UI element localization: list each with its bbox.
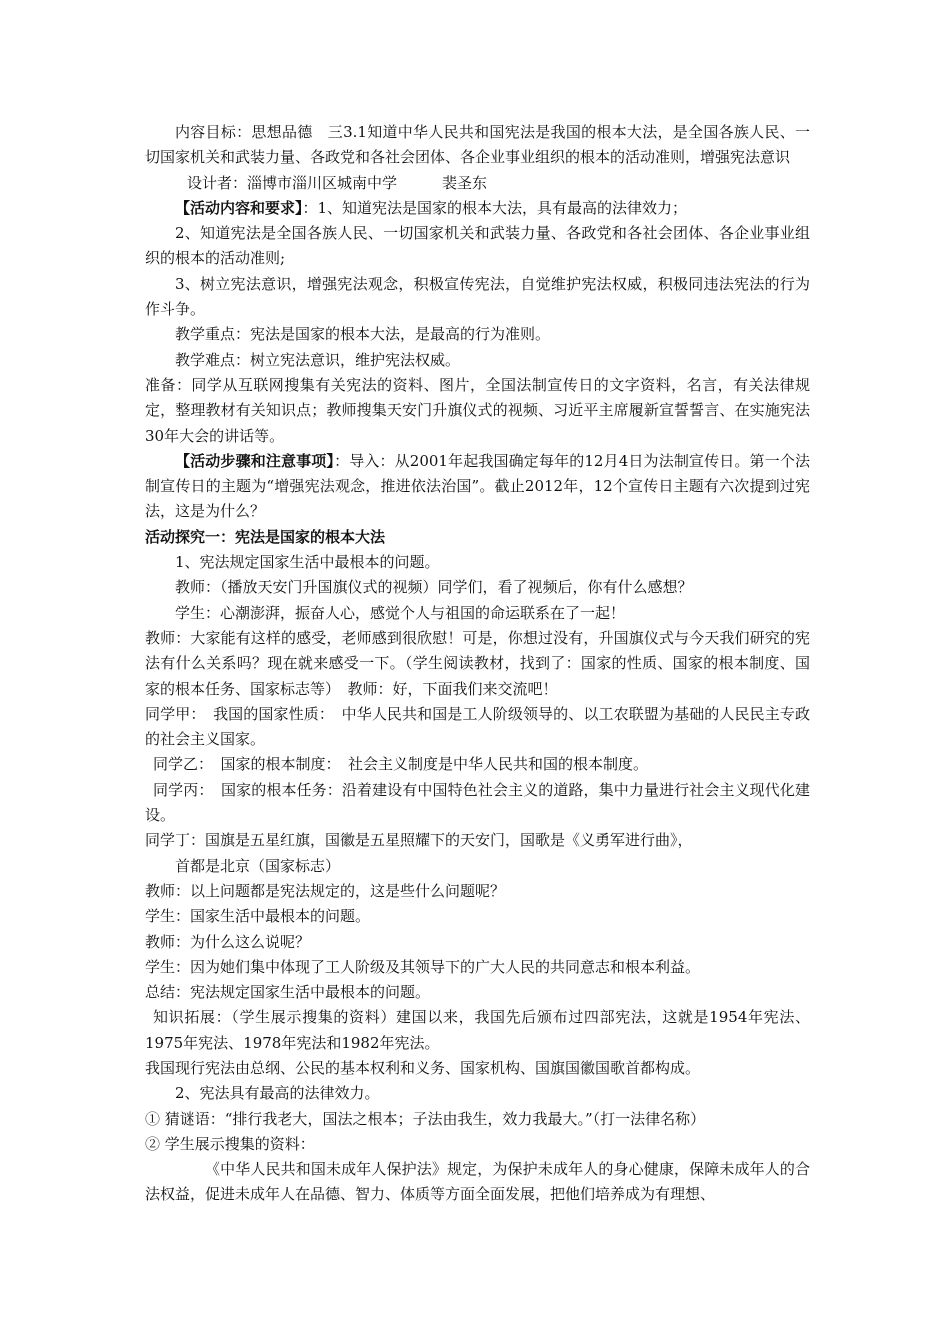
paragraph: [145, 980, 810, 1005]
paragraph: [145, 879, 810, 904]
paragraph-text: ：1、知道宪法是国家的根本大法，具有最高的法律效力；: [302, 198, 688, 217]
paragraph-text: 同学甲： 我国的国家性质： 中华人民共和国是工人阶级领导的、以工农联盟为基础的人民民主专政的社会主义国家。: [145, 704, 810, 749]
paragraph: [145, 221, 810, 272]
paragraph-text: 教学重点：宪法是国家的根本大法，是最高的行为准则。: [175, 325, 551, 344]
section-heading: 【活动内容和要求】: [175, 198, 303, 217]
paragraph-text: 2、知道宪法是全国各族人民、一切国家机关和武装力量、各政党和各社会团体、各企业事业组织的根本的活动准则;: [145, 224, 810, 268]
paragraph: [145, 1157, 810, 1208]
paragraph-text: ① 猜谜语：“排行我老大，国法之根本；子法由我生，效力我最大。”（打一法律名称）: [145, 1109, 706, 1128]
paragraph: [145, 120, 810, 171]
paragraph-text: 活动探究一：宪法是国家的根本大法: [145, 527, 386, 546]
paragraph: [145, 1081, 810, 1106]
paragraph: [145, 196, 810, 221]
paragraph: [145, 1005, 810, 1056]
paragraph-text: 我国现行宪法由总纲、公民的基本权利和义务、国家机构、国旗国徽国歌首都构成。: [145, 1058, 701, 1077]
paragraph: [145, 348, 810, 373]
paragraph: [145, 904, 810, 929]
paragraph: [145, 955, 810, 980]
paragraph-text: ：导入：从2001年起我国确定每年的12月4日为法制宣传日。第一个法制宣传日的主题为“增强宪法观念，推进依法治国”。截止2012年，12个宣传日主题有六次提到过宪法，这是为什么？: [145, 451, 810, 521]
paragraph: [145, 828, 810, 853]
paragraph-text: 教学难点：树立宪法意识，维护宪法权威。: [175, 350, 461, 369]
paragraph: [145, 373, 810, 449]
paragraph-text: 同学乙： 国家的根本制度： 社会主义制度是中华人民共和国的根本制度。: [153, 755, 649, 774]
paragraph-text: 2、宪法具有最高的法律效力。: [175, 1084, 380, 1103]
paragraph-text: 设计者：淄博市淄川区城南中学 裴圣东: [187, 173, 488, 192]
paragraph: [145, 930, 810, 955]
paragraph: [145, 272, 810, 323]
paragraph-text: 教师：为什么这么说呢？: [145, 932, 311, 951]
paragraph: [145, 575, 810, 600]
paragraph: [145, 171, 810, 196]
paragraph-text: 同学丙： 国家的根本任务：沿着建设有中国特色社会主义的道路，集中力量进行社会主义现代化建设。: [145, 780, 810, 825]
paragraph-text: 总结：宪法规定国家生活中最根本的问题。: [145, 983, 431, 1002]
paragraph: [145, 1056, 810, 1081]
paragraph: [145, 702, 810, 753]
paragraph-text: 学生：因为她们集中体现了工人阶级及其领导下的广大人民的共同意志和根本利益。: [145, 957, 701, 976]
paragraph: [145, 449, 810, 525]
paragraph-text: 1、宪法规定国家生活中最根本的问题。: [175, 553, 440, 572]
paragraph-text: 知识拓展：（学生展示搜集的资料）建国以来，我国先后颁布过四部宪法，这就是1954年宪法、1975年宪法、1978年宪法和1982年宪法。: [145, 1008, 810, 1052]
paragraph-text: ② 学生展示搜集的资料：: [145, 1134, 315, 1153]
paragraph-text: 学生：心潮澎湃，振奋人心，感觉个人与祖国的命运联系在了一起！: [175, 603, 626, 622]
paragraph: [145, 550, 810, 575]
section-heading: 【活动步骤和注意事项】: [175, 451, 335, 470]
paragraph: [145, 854, 810, 879]
paragraph-text: 教师：大家能有这样的感受，老师感到很欣慰！可是，你想过没有，升国旗仪式与今天我们研究的宪法有什么关系吗？现在就来感受一下。（学生阅读教材，找到了：国家的性质、国家的根本制度、国家的根本任务、国家标志等） 教师：好，下面我们来交流吧！: [145, 628, 810, 698]
paragraph-text: 3、树立宪法意识，增强宪法观念，积极宣传宪法，自觉维护宪法权威，积极同违法宪法的行为作斗争。: [145, 274, 810, 319]
paragraph: [145, 778, 810, 829]
paragraph-text: 准备：同学从互联网搜集有关宪法的资料、图片，全国法制宣传日的文字资料，名言，有关法律规定，整理教材有关知识点；教师搜集天安门升旗仪式的视频、习近平主席履新宣誓誓言、在实施宪法30年大会的讲话等。: [145, 375, 810, 445]
paragraph-text: 教师：以上问题都是宪法规定的，这是些什么问题呢？: [145, 881, 506, 900]
paragraph: [145, 525, 810, 550]
paragraph-text: 教师：（播放天安门升国旗仪式的视频）同学们，看了视频后，你有什么感想？: [175, 578, 693, 597]
paragraph-text: 首都是北京（国家标志）: [175, 856, 341, 875]
paragraph: [145, 752, 810, 777]
paragraph: [145, 626, 810, 702]
paragraph: [145, 322, 810, 347]
paragraph: [145, 1107, 810, 1132]
document-body: [145, 120, 810, 1208]
paragraph: [145, 1132, 810, 1157]
paragraph-text: 学生：国家生活中最根本的问题。: [145, 907, 371, 926]
paragraph-text: 《中华人民共和国未成年人保护法》规定，为保护未成年人的身心健康，保障未成年人的合法权益，促进未成年人在品德、智力、体质等方面全面发展，把他们培养成为有理想、: [145, 1160, 810, 1204]
paragraph: [145, 601, 810, 626]
paragraph-text: 同学丁：国旗是五星红旗，国徽是五星照耀下的天安门，国歌是《义勇军进行曲》，: [145, 831, 693, 850]
paragraph-text: 内容目标：思想品德 三3.1知道中华人民共和国宪法是我国的根本大法，是全国各族人民、一切国家机关和武装力量、各政党和各社会团体、各企业事业组织的根本的活动准则，增强宪法意识: [145, 123, 810, 167]
